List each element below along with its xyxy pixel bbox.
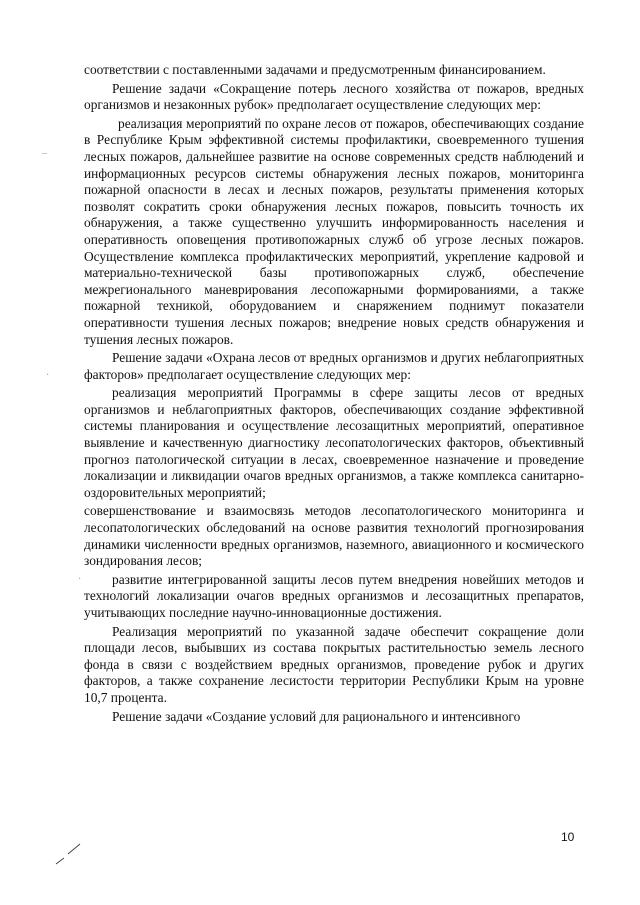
document-body	[84, 62, 584, 727]
paragraph-task-conditions: Решение задачи «Создание условий для рационального и интенсивного	[112, 708, 521, 724]
page-number: 10	[561, 830, 575, 844]
paragraph-continuation: соответствии с поставленными задачами и предусмотренным финансированием.	[84, 62, 546, 77]
margin-mark: ·	[46, 370, 50, 381]
paragraph-results: Реализация мероприятий по указанной задаче обеспечит сокращение доли площади лесов, выбывших из состава покрытых растительностью земель лесного фонда в связи с воздействием вредных организмов, проведение рубок и других факторов, а также сохранение лесистости территории Республики Крым на уровне 10,7 процента.	[84, 623, 584, 705]
paragraph-pest-measures: реализация мероприятий Программы в сфере защиты лесов от вредных организмов и неблагоприятных факторов, обеспечивающих создание эффективной системы планирования и осуществление лесозащитных мероприятий, оперативное выявление и качественную диагностику лесопатологических факторов, объективный прогноз патологической ситуации в лесах, своевременное назначение и проведение локализации и ликвидации очагов вредных организмов, а также комплекса санитарно-оздоровительных мероприятий;	[84, 385, 584, 500]
pen-mark-icon	[50, 838, 90, 868]
paragraph-integrated-protection: развитие интегрированной защиты лесов путем внедрения новейших методов и технологий локализации очагов вредных организмов и лесозащитных препаратов, учитывающих последние научно-инновационные достижения.	[84, 571, 584, 620]
margin-mark: ·	[78, 574, 82, 585]
paragraph-task-pests: Решение задачи «Охрана лесов от вредных организмов и других неблагоприятных факторов» предполагает осуществление следующих мер:	[84, 350, 584, 382]
paragraph-monitoring: совершенствование и взаимосвязь методов лесопатологического мониторинга и лесопатологических обследований на основе развития технологий прогнозирования динамики численности вредных организмов, наземного, авиационного и космического зондирования лесов;	[84, 503, 584, 569]
margin-mark: –	[42, 148, 47, 159]
paragraph-fire-protection: реализация мероприятий по охране лесов от пожаров, обеспечивающих создание в Республике Крым эффективной системы профилактики, своевременного тушения лесных пожаров, дальнейшее развитие на основе современных средств наблюдений и информационных ресурсов системы обнаружения лесных пожаров, мониторинга пожарной опасности в лесах и лесных пожаров, результаты применения которых позволят сократить сроки обнаружения лесных пожаров, повысить точность их обнаружения, а также существенно улучшить информированность населения и оперативность оповещения противопожарных служб об угрозе лесных пожаров. Осуществление комплекса профилактических мероприятий, укрепление кадровой и материально-технической базы противопожарных служб, обеспечение межрегионального маневрирования лесопожарными формированиями, а также пожарной техникой, оборудованием и снаряжением поднимут показатели оперативности тушения лесных пожаров; внедрение новых средств обнаружения и тушения лесных пожаров.	[84, 115, 584, 347]
paragraph-task-losses: Решение задачи «Сокращение потерь лесного хозяйства от пожаров, вредных организмов и незаконных рубок» предполагает осуществление следующих мер:	[84, 80, 584, 113]
